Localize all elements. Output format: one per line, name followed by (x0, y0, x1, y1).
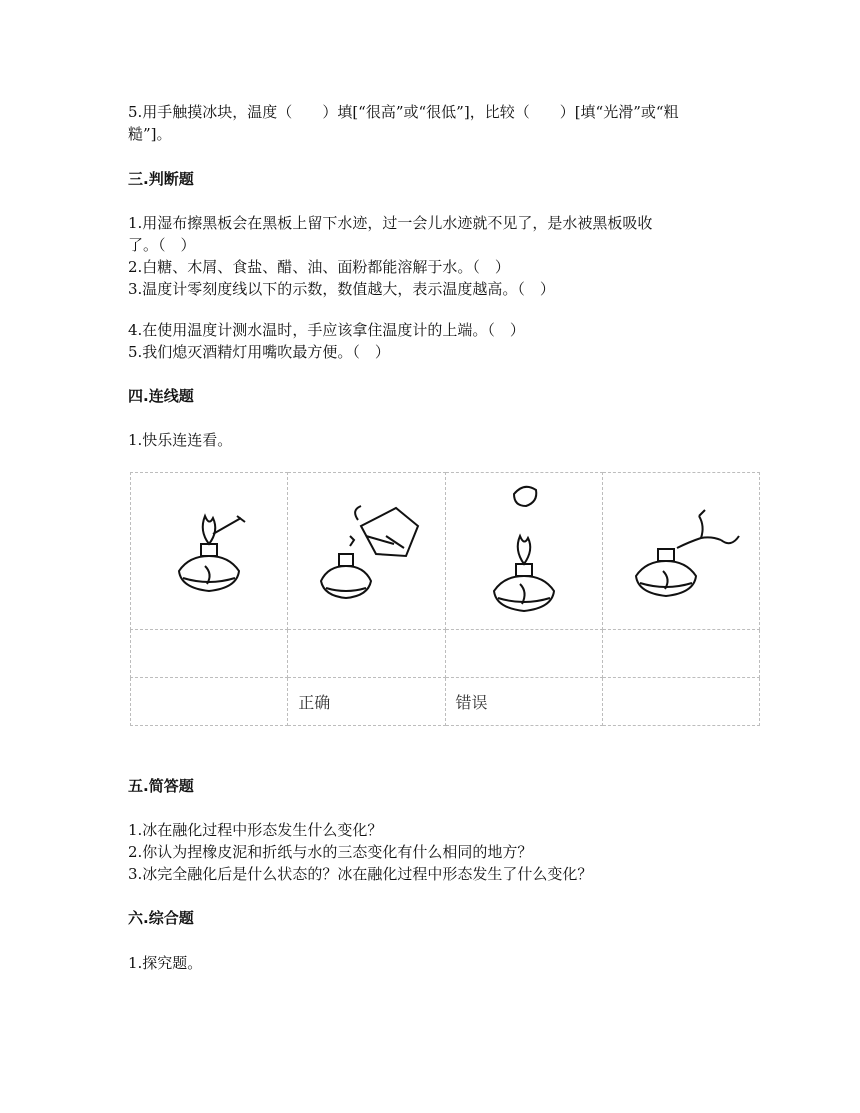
blank-cell-4 (602, 630, 759, 678)
alcohol-lamp-covered-with-cap-icon (474, 476, 574, 626)
alcohol-lamp-lit-from-another-lamp-icon (306, 496, 426, 606)
lamp-cell-4 (602, 473, 759, 630)
section-5-title: 五.简答题 (128, 777, 194, 795)
judge-item-5: 5.我们熄灭酒精灯用嘴吹最方便。（ ） (128, 343, 390, 361)
judge-item-3: 3.温度计零刻度线以下的示数，数值越大，表示温度越高。（ ） (128, 280, 555, 298)
section-3-title: 三.判断题 (128, 170, 194, 188)
blank-cell-3 (445, 630, 602, 678)
label-wrong: 错误 (455, 693, 488, 712)
blank-cell-1 (131, 630, 288, 678)
lamp-cell-1 (131, 473, 288, 630)
judge-item-4: 4.在使用温度计测水温时，手应该拿住温度计的上端。（ ） (128, 321, 525, 339)
label-cell-4 (602, 678, 759, 726)
label-cell-2 (288, 678, 445, 726)
match-question-1: 1.快乐连连看。 (128, 431, 233, 449)
short-answer-2: 2.你认为捏橡皮泥和折纸与水的三态变化有什么相同的地方？ (128, 843, 533, 861)
matching-table (130, 472, 760, 726)
judge-item-1b: 了。（ ） (128, 236, 196, 254)
blank-cell-2 (288, 630, 445, 678)
lamp-cell-3 (445, 473, 602, 630)
label-cell-3 (445, 678, 602, 726)
short-answer-3: 3.冰完全融化后是什么状态的？冰在融化过程中形态发生了什么变化？ (128, 865, 593, 883)
section-4-title: 四.连线题 (128, 387, 194, 405)
short-answer-1: 1.冰在融化过程中形态发生什么变化？ (128, 821, 383, 839)
label-correct: 正确 (298, 693, 331, 712)
label-cell-1 (131, 678, 288, 726)
alcohol-lamp-lit-with-match-icon (159, 496, 259, 606)
judge-item-1a: 1.用湿布擦黑板会在黑板上留下水迹，过一会儿水迹就不见了，是水被黑板吸收 (128, 214, 653, 232)
comprehensive-question-1: 1.探究题。 (128, 954, 203, 972)
section-6-title: 六.综合题 (128, 909, 194, 927)
q5-line-1: 5.用手触摸冰块，温度（ ）填[“很高”或“很低”]，比较（ ）[填“光滑”或“粗 (128, 103, 679, 121)
lamp-cell-2 (288, 473, 445, 630)
alcohol-lamp-blown-out-icon (621, 496, 741, 606)
judge-item-2: 2.白糖、木屑、食盐、醋、油、面粉都能溶解于水。（ ） (128, 258, 510, 276)
q5-line-2: 糙”]。 (128, 125, 172, 143)
